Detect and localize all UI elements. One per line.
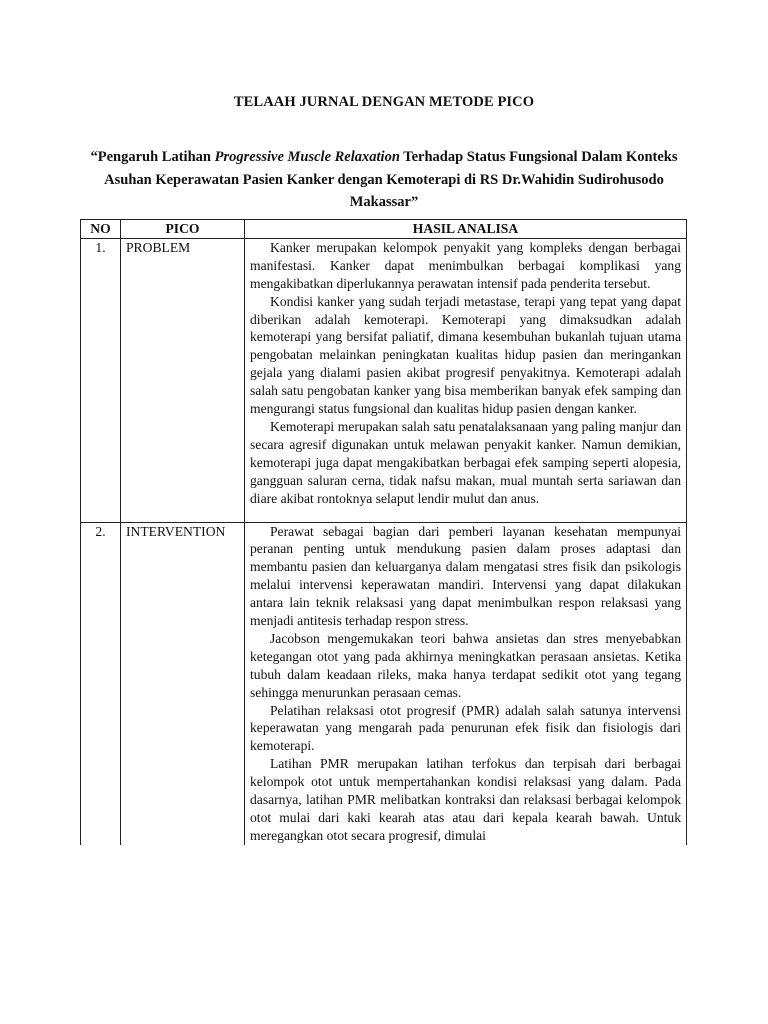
table-header-row [81, 220, 687, 239]
table-row [81, 522, 687, 845]
row-number: 2. [81, 522, 121, 845]
header-pico: PICO [121, 220, 245, 239]
header-no: NO [81, 220, 121, 239]
journal-title-italic: Progressive Muscle Relaxation [214, 149, 400, 165]
document-title: TELAAH JURNAL DENGAN METODE PICO [233, 94, 535, 110]
analysis-paragraph: Jacobson mengemukakan teori bahwa ansietas dan stres menyebabkan ketegangan otot yang pada akhirnya meningkatkan perasaan ansietas. Ketika tubuh dalam keadaan rileks, maka hanya terdapat sedikit otot yang tegang sehingga menurunkan perasaan cemas. [250, 630, 681, 700]
cell-spacer [250, 508, 681, 522]
journal-title [90, 146, 678, 214]
analysis-paragraph: Kemoterapi merupakan salah satu penatalaksanaan yang paling manjur dan secara agresif digunakan untuk melawan penyakit kanker. Namun demikian, kemoterapi juga dapat mengakibatkan berbagai efek samping seperti alopesia, gangguan saluran cerna, tidak nafsu makan, mual muntah serta sariawan dan diare akibat rontoknya selaput lendir mulut dan anus. [250, 418, 681, 506]
pico-label: PROBLEM [121, 238, 245, 522]
row-number: 1. [81, 238, 121, 522]
analysis-cell [245, 238, 687, 522]
pico-label: INTERVENTION [121, 522, 245, 845]
analysis-paragraph: Perawat sebagai bagian dari pemberi layanan kesehatan mempunyai peranan penting untuk mendukung pasien dalam proses adaptasi dan membantu pasien dan keluarganya dalam mengatasi stres fisik dan psikologis melalui intervensi keperawatan mandiri. Intervensi yang dapat dilakukan antara lain teknik relaksasi yang dapat menimbulkan respon relaksasi yang menjadi antitesis terhadap respon stress. [250, 523, 681, 629]
header-hasil-analisa: HASIL ANALISA [245, 220, 687, 239]
journal-title-suffix: Terhadap Status Fungsional Dalam Konteks Asuhan Keperawatan Pasien Kanker dengan Kemoterapi di RS Dr.Wahidin Sudirohusodo Makassar” [104, 149, 678, 210]
analysis-paragraph: Kanker merupakan kelompok penyakit yang kompleks dengan berbagai manifestasi. Kanker dapat menimbulkan berbagai komplikasi yang mengakibatkan diperlukannya perawatan intensif pada penderita tersebut. [250, 239, 681, 291]
analysis-cell [245, 522, 687, 845]
table-row [81, 238, 687, 522]
pico-table [80, 219, 687, 845]
analysis-paragraph: Pelatihan relaksasi otot progresif (PMR) adalah salah satunya intervensi keperawatan yang mengarah pada penurunan efek fisik dan fisiologis dari kemoterapi. [250, 702, 681, 754]
journal-title-prefix: “Pengaruh Latihan [90, 149, 215, 165]
analysis-paragraph: Latihan PMR merupakan latihan terfokus dan terpisah dari berbagai kelompok otot untuk mempertahankan kondisi relaksasi yang dalam. Pada dasarnya, latihan PMR melibatkan kontraksi dan relaksasi berbagai kelompok otot mulai dari kaki kearah atas atau dari kepala kearah bawah. Untuk meregangkan otot secara progresif, dimulai [250, 756, 681, 843]
analysis-paragraph: Kondisi kanker yang sudah terjadi metastase, terapi yang tepat yang dapat diberikan adalah kemoterapi. Kemoterapi yang dimaksudkan adalah kemoterapi yang bersifat paliatif, dimana kesembuhan bukanlah tujuan utama pengobatan melainkan peningkatan kualitas hidup pasien dan meringankan gejala yang dialami pasien akibat progresif penyakitnya. Kemoterapi adalah salah satu pengobatan kanker yang bisa memberikan banyak efek samping dan mengurangi status fungsional dan kualitas hidup pasien dengan kanker. [250, 293, 681, 417]
